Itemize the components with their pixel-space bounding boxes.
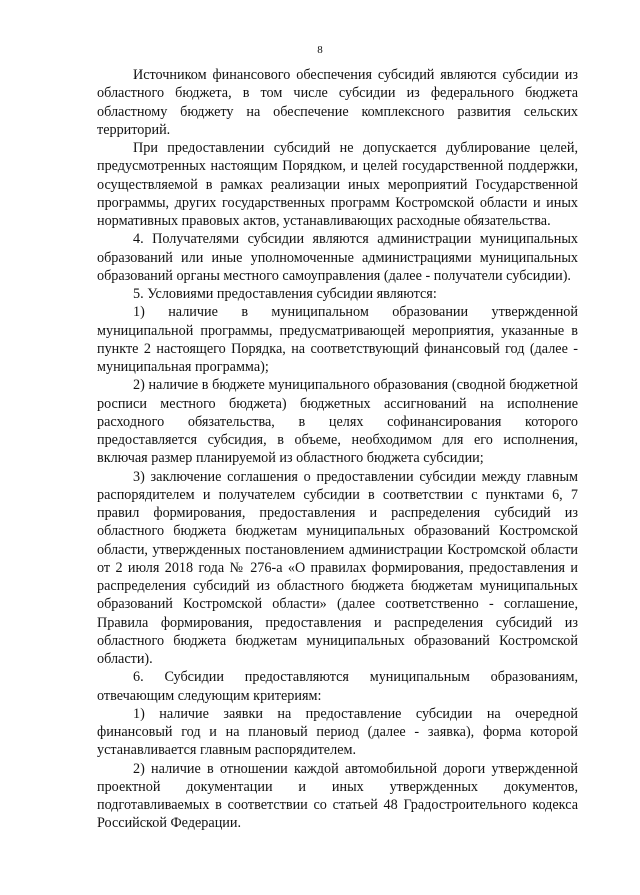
paragraph-condition-2: 2) наличие в бюджете муниципального образования (сводной бюджетной росписи местного бюджета) бюджетных ассигнований на исполнение расходного обязательства, в целях софинансирования которого предоставляется субсидия, в объеме, необходимом для его исполнения, включая размер планируемой из областного бюджета субсидии; <box>97 377 578 467</box>
paragraph-conditions-heading: 5. Условиями предоставления субсидии являются: <box>133 286 437 302</box>
paragraph-funding-source: Источником финансового обеспечения субсидий являются субсидии из областного бюджета, в том числе субсидии из федерального бюджета областному бюджету на обеспечение комплексного развития сельских территорий. <box>97 67 578 138</box>
paragraph-recipients: 4. Получателями субсидии являются администрации муниципальных образований или иные уполномоченные администрациями муниципальных образований органы местного самоуправления (далее - получатели субсидии). <box>97 231 578 284</box>
paragraph-condition-1: 1) наличие в муниципальном образовании утвержденной муниципальной программы, предусматривающей мероприятия, указанные в пункте 2 настоящего Порядка, на соответствующий финансовый год (далее - муниципальная программа); <box>97 304 578 375</box>
paragraph-criterion-1: 1) наличие заявки на предоставление субсидии на очередной финансовый год и на плановый период (далее - заявка), форма которой устанавливается главным распорядителем. <box>97 705 578 759</box>
document-body <box>97 66 578 833</box>
paragraph-no-duplication: При предоставлении субсидий не допускается дублирование целей, предусмотренных настоящим Порядком, и целей государственной поддержки, осуществляемой в рамках реализации иных мероприятий Государственной программы, других государственных программ Костромской области и иных нормативных правовых актов, устанавливающих расходные обязательства. <box>97 140 578 229</box>
paragraph-condition-3: 3) заключение соглашения о предоставлении субсидии между главным распорядителем и получателем субсидии в соответствии с пунктами 6, 7 правил формирования, предоставления и распределения субсидий из областного бюджета бюджетам муниципальных образований Костромской области, утвержденных постановлением администрации Костромской области от 2 июля 2018 года № 276-а «О правилах формирования, предоставления и распределения субсидий из областного бюджета бюджетам муниципальных образований Костромской области» (далее соответственно - соглашение, Правила формирования, предоставления и распределения субсидий из областного бюджета бюджетам муниципальных образований Костромской области). <box>97 468 578 667</box>
page-number: 8 <box>317 44 323 56</box>
paragraph-criteria-heading: 6. Субсидии предоставляются муниципальным образованиям, отвечающим следующим критериям: <box>97 669 578 704</box>
paragraph-criterion-2: 2) наличие в отношении каждой автомобильной дороги утвержденной проектной документации и иных утвержденных документов, подготавливаемых в соответствии со статьей 48 Градостроительного кодекса Российской Федерации. <box>97 760 578 832</box>
